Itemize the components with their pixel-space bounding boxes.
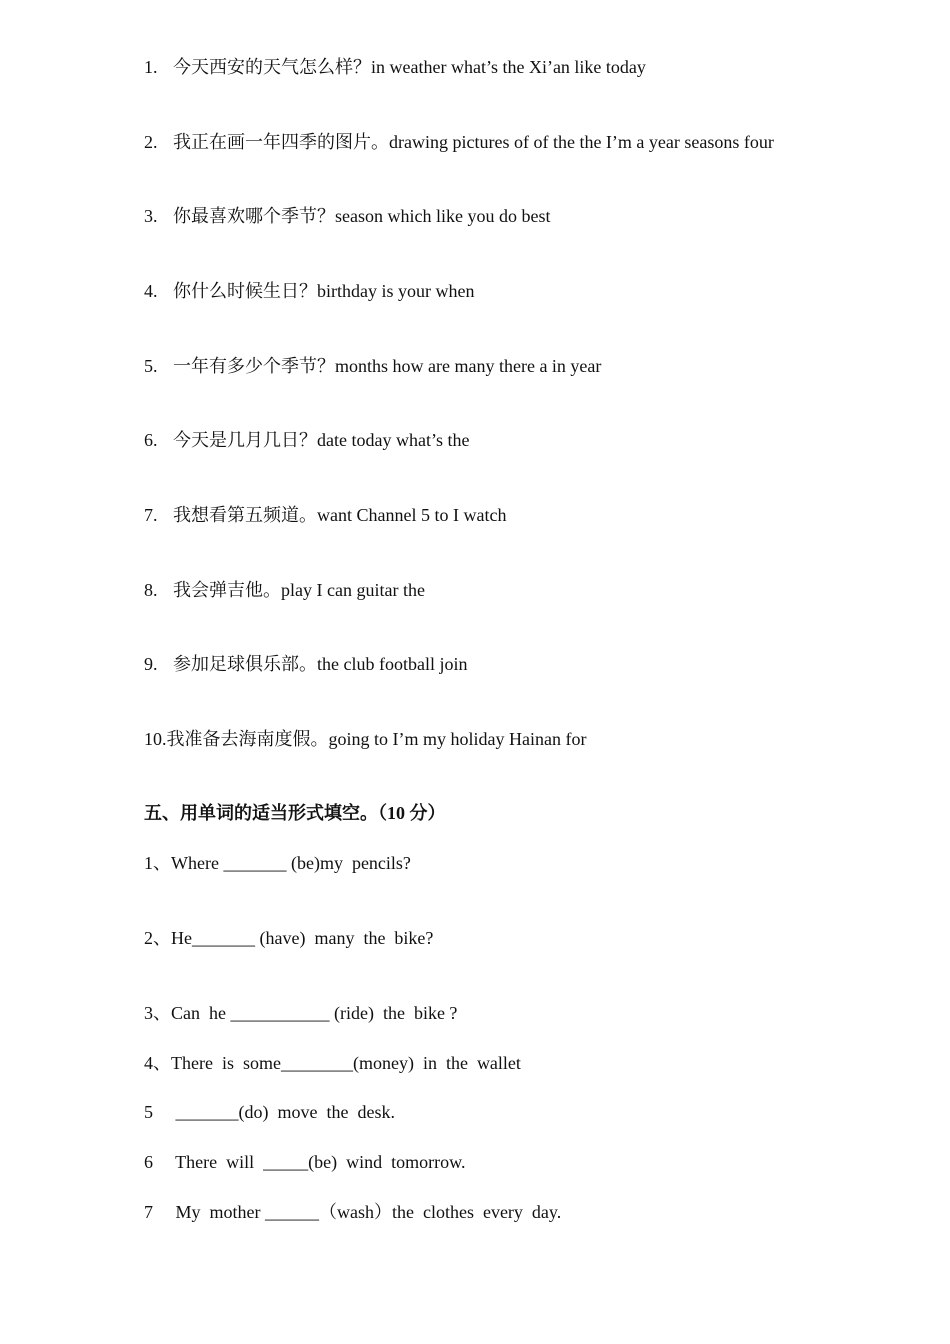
item-number: 2.: [144, 132, 158, 152]
item-number: 5.: [144, 356, 158, 376]
item-text: 我准备去海南度假。going to I’m my holiday Hainan for: [166, 729, 587, 749]
fill-blank-item-1: 1、Where _______ (be)my pencils?: [144, 853, 411, 873]
sentence-item-8: [144, 579, 425, 601]
sentence-item-7: [144, 504, 506, 526]
sentence-item-5: [144, 355, 601, 377]
item-number: 3.: [144, 206, 158, 226]
item-number: 6.: [144, 430, 158, 450]
sentence-item-6: [144, 429, 469, 451]
sentence-item-1: [144, 56, 646, 78]
item-text: 参加足球俱乐部。the club football join: [173, 654, 468, 674]
item-number: 10.: [144, 729, 167, 749]
item-text: 你什么时候生日？birthday is your when: [173, 281, 475, 301]
section-heading: 五、用单词的适当形式填空。（10 分）: [144, 803, 446, 823]
item-text: 我会弹吉他。play I can guitar the: [173, 580, 425, 600]
sentence-item-3: [144, 205, 550, 227]
item-number: 9.: [144, 654, 158, 674]
fill-blank-item-4: 4、There is some________(money) in the wallet: [144, 1053, 521, 1073]
item-text: 你最喜欢哪个季节？season which like you do best: [173, 206, 551, 226]
fill-blank-item-2: 2、He_______ (have) many the bike?: [144, 928, 434, 948]
sentence-item-4: [144, 280, 474, 302]
item-number: 4.: [144, 281, 158, 301]
fill-blank-item-7: 7 My mother ______（wash）the clothes every day.: [144, 1202, 562, 1222]
fill-blank-item-3: 3、Can he ___________ (ride) the bike ?: [144, 1003, 458, 1023]
item-text: 今天西安的天气怎么样？in weather what’s the Xi’an like today: [173, 57, 646, 77]
sentence-item-10: [144, 728, 586, 750]
item-number: 7.: [144, 505, 158, 525]
item-text: 今天是几月几日？date today what’s the: [173, 430, 470, 450]
fill-blank-item-6: 6 There will _____(be) wind tomorrow.: [144, 1152, 466, 1172]
item-number: 8.: [144, 580, 158, 600]
sentence-item-9: [144, 653, 467, 675]
item-text: 一年有多少个季节？months how are many there a in year: [173, 356, 602, 376]
item-text: 我正在画一年四季的图片。drawing pictures of of the the I’m a year seasons four: [173, 132, 774, 152]
sentence-item-2: [144, 131, 774, 153]
item-text: 我想看第五频道。want Channel 5 to I watch: [173, 505, 507, 525]
fill-blank-item-5: 5 _______(do) move the desk.: [144, 1102, 395, 1122]
item-number: 1.: [144, 57, 158, 77]
